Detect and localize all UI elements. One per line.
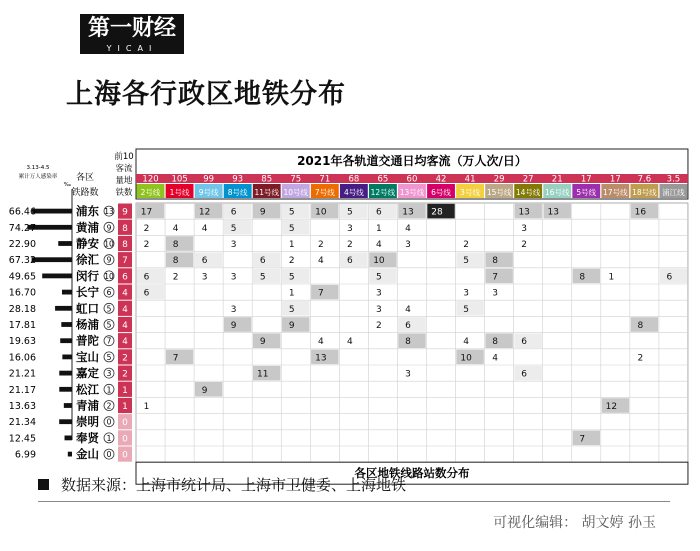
line-label: 18号线 bbox=[632, 187, 657, 197]
ridership-value: 7.6 bbox=[637, 174, 652, 185]
station-count: 3 bbox=[376, 288, 382, 299]
station-count: 9 bbox=[230, 321, 237, 331]
ridership-value: 29 bbox=[493, 174, 505, 185]
station-count: 4 bbox=[405, 304, 411, 315]
station-count: 6 bbox=[521, 369, 528, 380]
station-count: 11 bbox=[256, 369, 269, 380]
top10-count: 0 bbox=[122, 434, 128, 445]
district-header-line1: 各区 bbox=[75, 173, 95, 183]
station-cell bbox=[485, 333, 512, 348]
station-cell bbox=[282, 269, 309, 284]
infection-header-unit: ‰ bbox=[63, 182, 71, 188]
station-cell bbox=[282, 204, 309, 219]
station-count: 13 bbox=[547, 207, 559, 218]
station-count: 5 bbox=[288, 223, 295, 234]
infection-bar bbox=[65, 436, 72, 441]
line-count: 13 bbox=[104, 207, 114, 217]
station-count: 6 bbox=[143, 288, 150, 299]
top10-count: 6 bbox=[122, 272, 128, 283]
station-count: 8 bbox=[579, 272, 586, 283]
district-header-line2: 铁路数 bbox=[71, 188, 99, 198]
station-count: 6 bbox=[230, 207, 237, 218]
station-cell bbox=[514, 366, 541, 381]
line-label: 2号线 bbox=[140, 187, 161, 197]
station-count: 3 bbox=[230, 240, 237, 250]
station-cell bbox=[369, 269, 396, 284]
infection-value: 49.65 bbox=[8, 271, 36, 283]
infection-value: 12.45 bbox=[8, 433, 36, 445]
station-count: 3 bbox=[230, 304, 237, 315]
line-count: 0 bbox=[106, 417, 112, 427]
station-cell bbox=[282, 317, 309, 332]
infection-bar bbox=[59, 419, 72, 424]
station-count: 7 bbox=[579, 434, 586, 445]
line-count: 0 bbox=[106, 450, 112, 460]
line-count: 1 bbox=[106, 433, 112, 443]
station-cell bbox=[631, 317, 658, 332]
station-count: 8 bbox=[492, 337, 498, 348]
line-count: 1 bbox=[106, 385, 112, 395]
station-count: 13 bbox=[315, 353, 327, 364]
infection-bar bbox=[55, 306, 72, 311]
station-count: 3 bbox=[463, 288, 469, 299]
top10-count: 4 bbox=[122, 321, 128, 331]
line-count: 9 bbox=[106, 255, 112, 265]
district-name: 青浦 bbox=[76, 398, 99, 413]
station-count: 5 bbox=[463, 256, 469, 267]
infection-value: 28.18 bbox=[8, 303, 36, 315]
line-label: 浦江线 bbox=[662, 187, 685, 197]
yicai-logo bbox=[80, 14, 184, 54]
line-count: 9 bbox=[106, 223, 112, 233]
top10-count: 2 bbox=[122, 353, 128, 364]
line-label: 9号线 bbox=[198, 187, 219, 197]
station-cell bbox=[195, 252, 222, 267]
line-label: 5号线 bbox=[576, 187, 597, 197]
station-count: 9 bbox=[288, 321, 295, 331]
infection-value: 66.46 bbox=[8, 206, 36, 218]
station-count: 3 bbox=[376, 304, 382, 315]
station-count: 3 bbox=[521, 223, 528, 234]
station-count: 7 bbox=[492, 272, 498, 283]
station-count: 4 bbox=[317, 337, 324, 348]
station-count: 5 bbox=[230, 223, 237, 234]
station-count: 8 bbox=[405, 337, 411, 348]
station-cell bbox=[456, 252, 483, 267]
ridership-value: 93 bbox=[232, 174, 244, 185]
top10-header-line: 客流 bbox=[115, 164, 133, 174]
infection-bar bbox=[68, 452, 72, 457]
chart-title: 2021年各轨道交通日均客流（万人次/日） bbox=[297, 154, 527, 168]
bottom-label: 各区地铁线路站数分布 bbox=[354, 466, 470, 481]
station-count: 5 bbox=[259, 272, 266, 283]
infection-bar bbox=[32, 209, 72, 214]
district-name: 黄浦 bbox=[76, 220, 99, 235]
line-label: 3号线 bbox=[460, 187, 480, 197]
station-count: 8 bbox=[172, 240, 179, 250]
station-cell bbox=[224, 317, 251, 332]
station-count: 3 bbox=[347, 223, 353, 234]
station-cell bbox=[282, 220, 309, 235]
line-count: 6 bbox=[106, 288, 112, 298]
infection-bar bbox=[61, 322, 72, 327]
infection-bar bbox=[58, 241, 72, 246]
station-count: 10 bbox=[315, 207, 327, 218]
infection-value: 21.34 bbox=[8, 417, 36, 429]
top10-header-line: 铁数 bbox=[115, 188, 133, 198]
line-count: 5 bbox=[106, 304, 112, 314]
district-name: 静安 bbox=[76, 236, 99, 251]
district-name: 闵行 bbox=[76, 268, 99, 283]
infection-bar bbox=[62, 290, 72, 295]
editor-credit: 可视化编辑： 胡文婷 孙玉 bbox=[493, 515, 656, 531]
station-count: 4 bbox=[492, 353, 498, 364]
ridership-value: 41 bbox=[464, 174, 476, 185]
station-count: 2 bbox=[347, 240, 353, 250]
line-count: 3 bbox=[106, 369, 112, 379]
station-count: 1 bbox=[608, 272, 615, 283]
district-name: 金山 bbox=[76, 447, 99, 462]
top10-count: 8 bbox=[122, 240, 128, 250]
station-count: 2 bbox=[143, 223, 150, 234]
top10-count: 0 bbox=[122, 418, 128, 429]
source-note bbox=[38, 474, 406, 495]
line-label: 17号线 bbox=[603, 187, 628, 197]
line-label: 11号线 bbox=[254, 187, 279, 197]
station-cell bbox=[514, 333, 541, 348]
line-count: 10 bbox=[104, 271, 114, 281]
line-label: 7号线 bbox=[314, 187, 335, 197]
station-count: 4 bbox=[317, 256, 324, 267]
infection-value: 22.90 bbox=[8, 239, 36, 250]
station-count: 8 bbox=[492, 256, 498, 267]
station-cell bbox=[137, 285, 164, 300]
infection-value: 74.27 bbox=[8, 222, 36, 234]
top10-header-line: 量地 bbox=[115, 176, 133, 186]
station-cell bbox=[340, 204, 367, 219]
station-cell bbox=[311, 285, 338, 300]
infection-bar bbox=[60, 338, 72, 343]
station-count: 6 bbox=[201, 256, 208, 267]
station-count: 2 bbox=[637, 353, 644, 364]
station-count: 13 bbox=[518, 207, 530, 218]
station-count: 3 bbox=[405, 369, 411, 380]
line-count: 5 bbox=[106, 320, 112, 330]
station-count: 3 bbox=[201, 272, 208, 283]
top10-count: 1 bbox=[122, 385, 128, 396]
station-count: 2 bbox=[288, 256, 295, 267]
station-count: 4 bbox=[347, 337, 353, 348]
line-label: 15号线 bbox=[486, 187, 512, 197]
station-count: 5 bbox=[376, 272, 382, 283]
infection-value: 13.63 bbox=[8, 401, 36, 412]
footer-divider bbox=[38, 501, 670, 502]
infection-value: 19.63 bbox=[8, 336, 36, 348]
station-count: 3 bbox=[492, 288, 498, 299]
line-count: 5 bbox=[106, 352, 112, 362]
station-cell bbox=[253, 252, 280, 267]
ridership-value: 21 bbox=[551, 174, 563, 185]
station-count: 2 bbox=[463, 240, 469, 250]
station-cell bbox=[573, 269, 600, 284]
infection-value: 21.17 bbox=[8, 384, 36, 396]
station-count: 6 bbox=[259, 256, 266, 267]
station-count: 6 bbox=[376, 207, 382, 218]
station-cell bbox=[166, 252, 193, 267]
station-cell bbox=[485, 269, 512, 284]
station-count: 12 bbox=[198, 207, 211, 218]
top10-count: 9 bbox=[122, 207, 128, 218]
station-count: 5 bbox=[288, 272, 295, 283]
top10-count: 2 bbox=[122, 369, 128, 380]
station-count: 1 bbox=[143, 402, 150, 412]
line-count: 10 bbox=[104, 239, 114, 249]
infection-value: 17.81 bbox=[8, 320, 36, 331]
district-name: 长宁 bbox=[76, 285, 99, 300]
top10-count: 4 bbox=[122, 288, 128, 299]
district-name: 松江 bbox=[76, 382, 99, 397]
station-count: 10 bbox=[460, 353, 472, 364]
station-cell bbox=[660, 269, 687, 284]
infection-value: 6.99 bbox=[14, 449, 36, 461]
infection-bar bbox=[59, 371, 72, 376]
station-count: 4 bbox=[172, 223, 179, 234]
station-cell bbox=[485, 252, 512, 267]
line-label: 16号线 bbox=[544, 187, 570, 197]
station-cell bbox=[166, 350, 193, 365]
station-cell bbox=[195, 382, 222, 397]
station-cell bbox=[398, 333, 425, 348]
station-count: 6 bbox=[521, 337, 528, 348]
top10-count: 4 bbox=[122, 337, 128, 348]
station-count: 12 bbox=[605, 402, 618, 412]
logo-text: 第一财经 bbox=[87, 16, 176, 41]
infection-header-line1: 3.13-4.5 bbox=[26, 165, 50, 171]
station-cell bbox=[573, 431, 600, 446]
station-count: 2 bbox=[143, 240, 150, 250]
station-count: 7 bbox=[172, 353, 179, 364]
line-label: 1号线 bbox=[169, 187, 190, 197]
ridership-value: 65 bbox=[377, 174, 389, 185]
district-name: 嘉定 bbox=[76, 366, 99, 381]
top10-count: 1 bbox=[122, 402, 128, 412]
station-count: 6 bbox=[143, 272, 150, 283]
station-count: 1 bbox=[376, 223, 382, 234]
infection-bar bbox=[64, 403, 72, 408]
station-count: 2 bbox=[172, 272, 179, 283]
ridership-value: 120 bbox=[142, 174, 159, 185]
station-count: 3 bbox=[230, 272, 237, 283]
station-count: 6 bbox=[666, 272, 673, 283]
station-cell bbox=[340, 252, 367, 267]
infection-bar bbox=[42, 274, 72, 279]
district-name: 宝山 bbox=[76, 349, 99, 364]
station-count: 4 bbox=[463, 337, 469, 348]
station-count: 2 bbox=[521, 240, 528, 250]
station-cell bbox=[137, 269, 164, 284]
station-count: 7 bbox=[317, 288, 324, 299]
station-count: 16 bbox=[634, 207, 647, 218]
ridership-value: 17 bbox=[609, 174, 621, 185]
station-cell bbox=[166, 236, 193, 251]
station-count: 9 bbox=[259, 207, 266, 218]
station-count: 9 bbox=[201, 385, 208, 396]
station-count: 4 bbox=[405, 223, 411, 234]
top10-count: 8 bbox=[122, 223, 128, 234]
line-label: 8号线 bbox=[227, 187, 248, 197]
station-cell bbox=[253, 269, 280, 284]
line-label: 10号线 bbox=[283, 187, 309, 197]
district-name: 杨浦 bbox=[76, 317, 99, 332]
top10-count: 4 bbox=[122, 304, 128, 315]
line-label: 14号线 bbox=[515, 187, 541, 197]
source-text: 数据来源：上海市统计局、上海市卫健委、上海地铁 bbox=[61, 476, 407, 494]
station-count: 5 bbox=[463, 304, 469, 315]
station-cell bbox=[282, 301, 309, 316]
infection-value: 16.70 bbox=[8, 287, 36, 299]
ridership-value: 71 bbox=[319, 174, 331, 185]
ridership-value: 75 bbox=[290, 174, 302, 185]
ridership-table-chart bbox=[0, 140, 700, 481]
station-count: 17 bbox=[140, 207, 153, 218]
line-label: 13号线 bbox=[399, 187, 425, 197]
top10-count: 0 bbox=[122, 450, 128, 461]
station-cell bbox=[369, 204, 396, 219]
station-count: 28 bbox=[431, 207, 443, 218]
station-count: 5 bbox=[288, 207, 295, 218]
line-count: 2 bbox=[106, 401, 112, 411]
line-label: 12号线 bbox=[370, 187, 396, 197]
ridership-value: 60 bbox=[406, 174, 418, 185]
top10-count: 7 bbox=[122, 256, 128, 267]
station-count: 9 bbox=[259, 337, 266, 348]
station-count: 3 bbox=[405, 240, 411, 250]
district-name: 普陀 bbox=[76, 333, 99, 348]
station-cell bbox=[398, 317, 425, 332]
ridership-value: 99 bbox=[203, 174, 215, 185]
district-name: 浦东 bbox=[76, 204, 99, 219]
station-count: 10 bbox=[373, 256, 385, 267]
ridership-value: 42 bbox=[435, 174, 447, 185]
station-cell bbox=[456, 301, 483, 316]
ridership-value: 85 bbox=[261, 174, 273, 185]
infection-bar bbox=[32, 257, 72, 262]
station-count: 8 bbox=[637, 321, 644, 331]
logo-subtext: YICAI bbox=[106, 44, 158, 53]
ridership-value: 105 bbox=[171, 174, 188, 185]
station-count: 5 bbox=[347, 207, 353, 218]
station-count: 1 bbox=[288, 240, 295, 250]
infection-value: 16.06 bbox=[8, 352, 36, 364]
station-cell bbox=[253, 204, 280, 219]
infection-value: 21.21 bbox=[8, 368, 36, 380]
station-count: 1 bbox=[288, 288, 295, 299]
ridership-value: 27 bbox=[522, 174, 534, 185]
top10-header-line: 前10 bbox=[114, 152, 134, 162]
station-count: 4 bbox=[201, 223, 208, 234]
line-count: 7 bbox=[106, 336, 112, 346]
station-count: 5 bbox=[288, 304, 295, 315]
district-name: 徐汇 bbox=[76, 252, 99, 267]
infection-bar bbox=[62, 355, 72, 360]
ridership-value: 17 bbox=[580, 174, 592, 185]
ridership-value: 68 bbox=[348, 174, 360, 185]
bullet-square-icon bbox=[38, 479, 49, 490]
ridership-value: 3.5 bbox=[666, 174, 681, 185]
line-label: 6号线 bbox=[431, 187, 451, 197]
infection-header-line2: 累计万人感染率 bbox=[18, 174, 58, 180]
station-cell bbox=[224, 220, 251, 235]
station-count: 6 bbox=[347, 256, 353, 267]
station-count: 8 bbox=[172, 256, 179, 267]
station-count: 13 bbox=[402, 207, 414, 218]
station-cell bbox=[253, 333, 280, 348]
page-title: 上海各行政区地铁分布 bbox=[66, 79, 346, 110]
infection-bar bbox=[59, 387, 72, 392]
station-count: 2 bbox=[376, 321, 382, 331]
station-count: 4 bbox=[376, 240, 382, 250]
line-label: 4号线 bbox=[343, 187, 364, 197]
district-name: 奉贤 bbox=[76, 430, 99, 445]
station-count: 2 bbox=[317, 240, 324, 250]
district-name: 崇明 bbox=[76, 414, 99, 429]
district-name: 虹口 bbox=[76, 301, 99, 316]
infection-value: 67.32 bbox=[8, 255, 36, 267]
station-count: 6 bbox=[405, 321, 411, 331]
station-cell bbox=[224, 204, 251, 219]
